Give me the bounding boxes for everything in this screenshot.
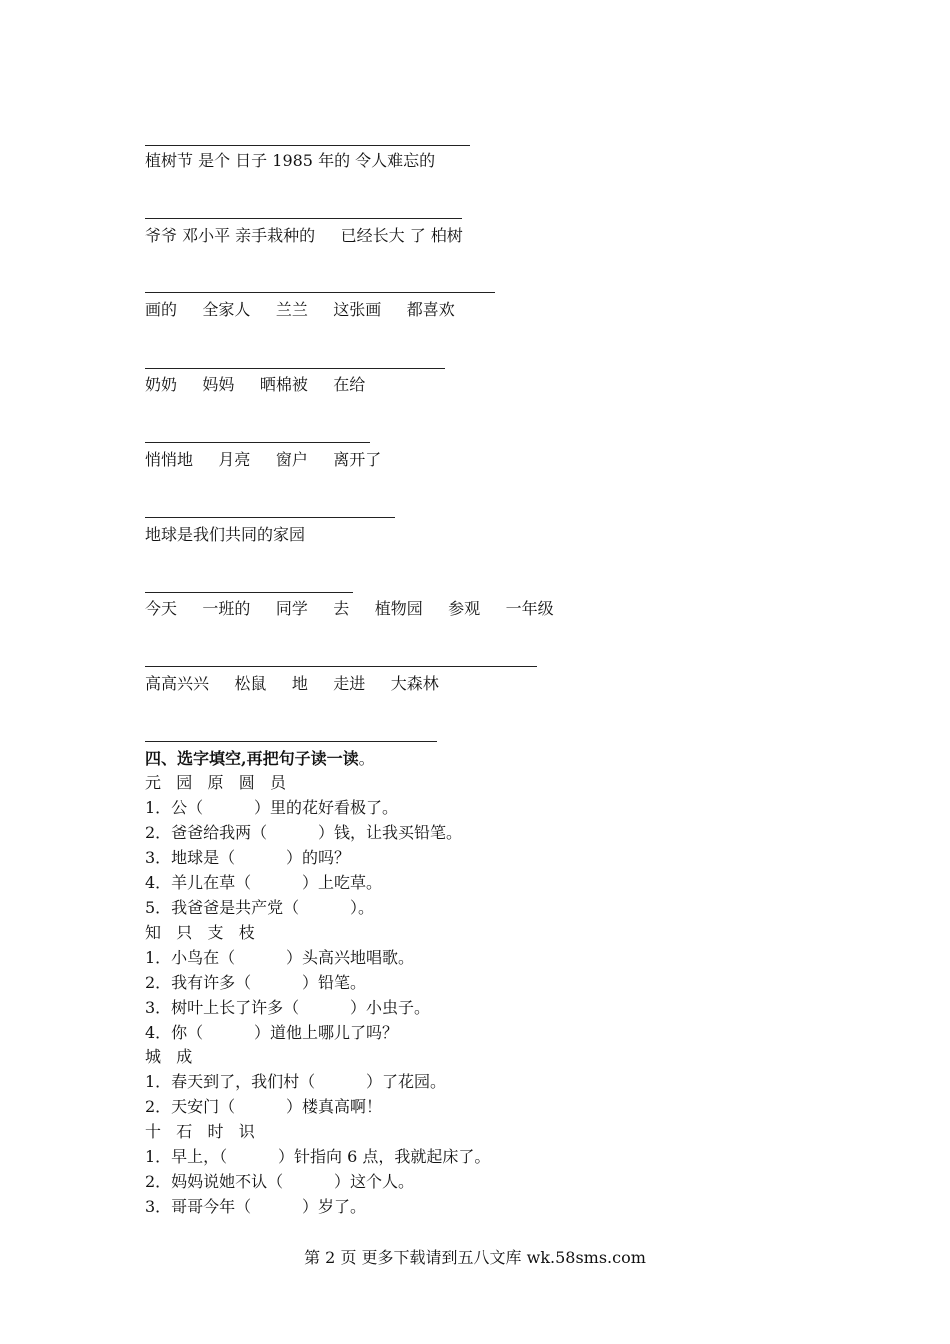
word-group: 高高兴兴 松鼠 地 走进 大森林 xyxy=(145,674,439,693)
fill-sentence: 3．地球是（ ）的吗？ xyxy=(145,848,351,867)
fill-sentence: 1．早上，（ ）针指向 6 点，我就起床了。 xyxy=(145,1147,491,1166)
fill-sentence: 4．你（ ）道他上哪儿了吗？ xyxy=(145,1023,399,1042)
answer-line xyxy=(145,666,537,667)
page-footer: 第 2 页 更多下载请到五八文库 wk.58sms.com xyxy=(304,1248,646,1267)
fill-sentence: 2．天安门（ ）楼真高啊！ xyxy=(145,1097,383,1116)
fill-sentence: 1．小鸟在（ ）头高兴地唱歌。 xyxy=(145,948,415,967)
section-heading-tail: 。 xyxy=(358,749,375,768)
char-choices: 知 只 支 枝 xyxy=(145,923,255,942)
answer-line xyxy=(145,218,462,219)
answer-line xyxy=(145,368,445,369)
word-group: 爷爷 邓小平 亲手栽种的 已经长大 了 柏树 xyxy=(145,226,463,245)
answer-line xyxy=(145,442,370,443)
fill-sentence: 5．我爸爸是共产党（ ）。 xyxy=(145,898,375,917)
word-group: 悄悄地 月亮 窗户 离开了 xyxy=(145,450,382,469)
fill-sentence: 3．树叶上长了许多（ ）小虫子。 xyxy=(145,998,431,1017)
char-choices: 十 石 时 识 xyxy=(145,1122,255,1141)
answer-line xyxy=(145,517,395,518)
fill-sentence: 2．我有许多（ ）铅笔。 xyxy=(145,973,367,992)
word-group: 奶奶 妈妈 晒棉被 在给 xyxy=(145,375,366,394)
char-choices: 元 园 原 圆 员 xyxy=(145,773,287,792)
section-heading-text: 四、选字填空,再把句子读一读 xyxy=(145,749,359,768)
answer-line xyxy=(145,741,437,742)
answer-line xyxy=(145,145,470,146)
answer-line xyxy=(145,592,353,593)
word-group: 今天 一班的 同学 去 植物园 参观 一年级 xyxy=(145,599,554,618)
fill-sentence: 3．哥哥今年（ ）岁了。 xyxy=(145,1197,367,1216)
answer-line xyxy=(145,292,495,293)
section-heading xyxy=(145,748,375,770)
word-group: 地球是我们共同的家园 xyxy=(145,525,306,544)
word-group: 植树节 是个 日子 1985 年的 令人难忘的 xyxy=(145,151,436,170)
fill-sentence: 1．春天到了，我们村（ ）了花园。 xyxy=(145,1072,447,1091)
word-group: 画的 全家人 兰兰 这张画 都喜欢 xyxy=(145,300,455,319)
fill-sentence: 2．妈妈说她不认（ ）这个人。 xyxy=(145,1172,415,1191)
char-choices: 城 成 xyxy=(145,1047,193,1066)
fill-sentence: 2．爸爸给我两（ ）钱，让我买铅笔。 xyxy=(145,823,463,842)
fill-sentence: 4．羊儿在草（ ）上吃草。 xyxy=(145,873,383,892)
fill-sentence: 1．公（ ）里的花好看极了。 xyxy=(145,798,399,817)
